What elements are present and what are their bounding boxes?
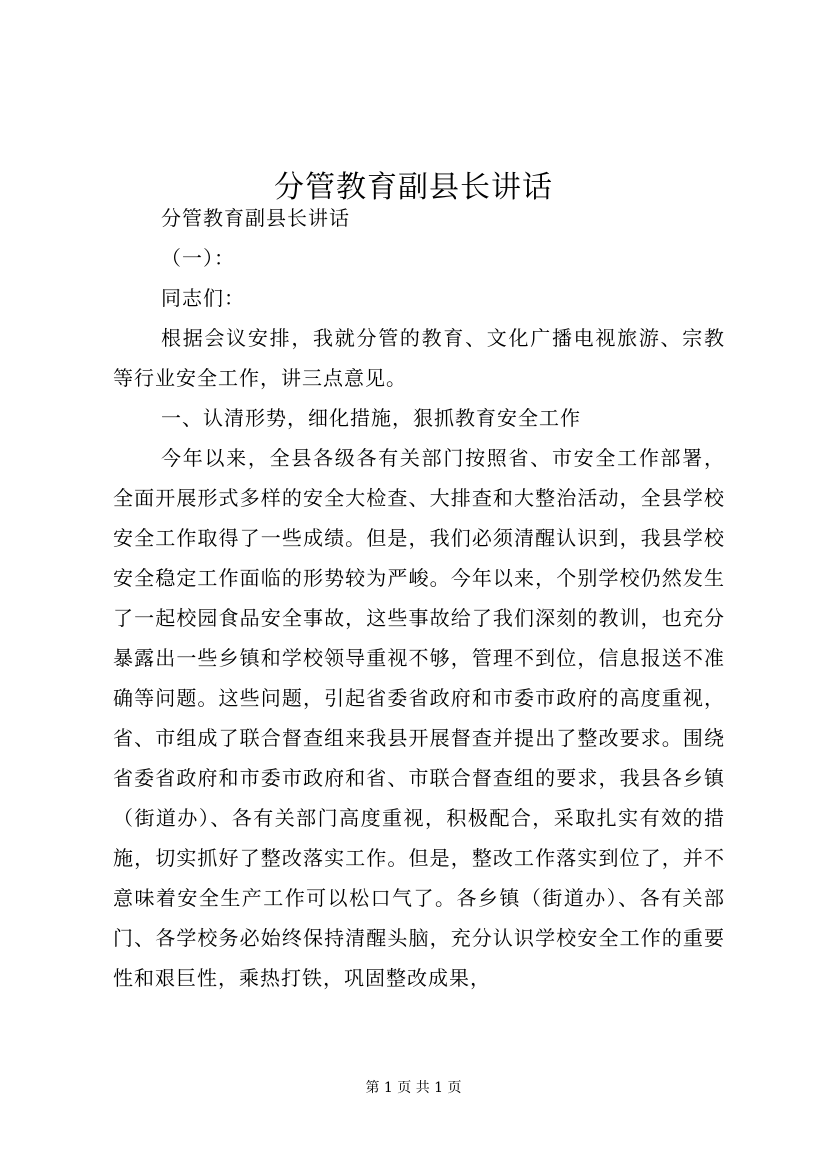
paragraph-intro: 根据会议安排，我就分管的教育、文化广播电视旅游、宗教等行业安全工作，讲三点意见。 xyxy=(113,326,725,390)
paragraph-section-number: （一）： xyxy=(161,246,235,270)
paragraph-heading-one: 一、认清形势，细化措施，狠抓教育安全工作 xyxy=(161,406,581,430)
document-body xyxy=(113,198,725,998)
page-footer: 第 1 页 共 1 页 xyxy=(365,1080,462,1096)
paragraph-subtitle: 分管教育副县长讲话 xyxy=(161,206,350,230)
paragraph-salutation: 同志们： xyxy=(161,286,245,310)
paragraph-body: 今年以来，全县各级各有关部门按照省、市安全工作部署，全面开展形式多样的安全大检查、大排查和大整治活动，全县学校安全工作取得了一些成绩。但是，我们必须清醒认识到，我县学校安全稳定工作面临的形势较为严峻。今年以来，个别学校仍然发生了一起校园食品安全事故，这些事故给了我们深刻的教训，也充分暴露出一些乡镇和学校领导重视不够，管理不到位，信息报送不准确等问题。这些问题，引起省委省政府和市委市政府的高度重视，省、市组成了联合督查组来我县开展督查并提出了整改要求。围绕省委省政府和市委市政府和省、市联合督查组的要求，我县各乡镇（街道办）、各有关部门高度重视，积极配合，采取扎实有效的措施，切实抓好了整改落实工作。但是，整改工作落实到位了，并不意味着安全生产工作可以松口气了。各乡镇（街道办）、各有关部门、各学校务必始终保持清醒头脑，充分认识学校安全工作的重要性和艰巨性，乘热打铁，巩固整改成果， xyxy=(113,446,725,990)
document-title: 分管教育副县长讲话 xyxy=(274,170,553,206)
